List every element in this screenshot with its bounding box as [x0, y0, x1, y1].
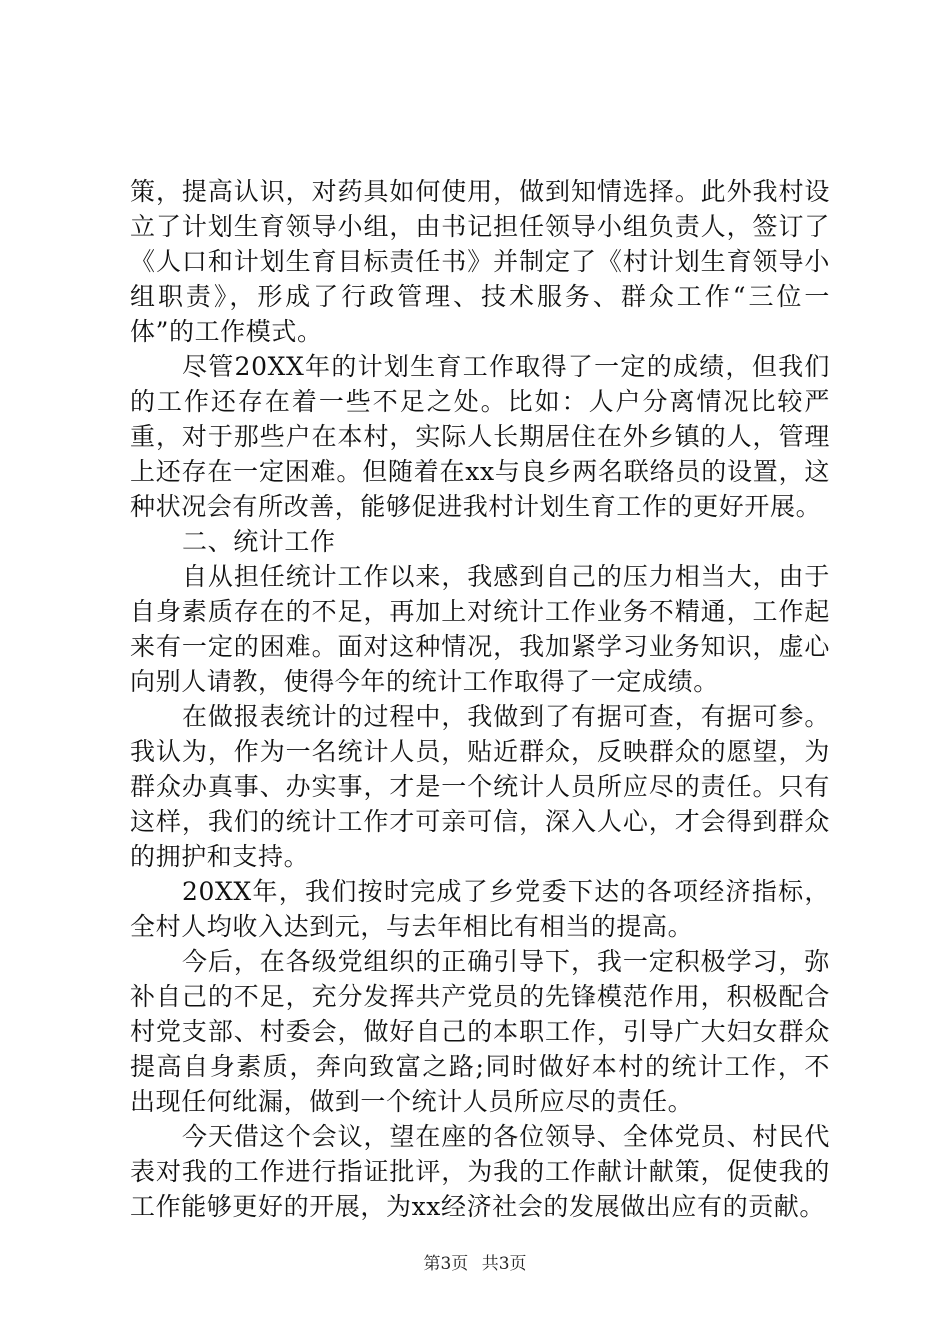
paragraph-statistics-reporting: 在做报表统计的过程中，我做到了有据可查，有据可参。我认为，作为一名统计人员，贴近群众，反映群众的愿望，为群众办真事、办实事，才是一个统计人员所应尽的责任。只有这样，我们的统计工作才可亲可信，深入人心，才会得到群众的拥护和支持。	[130, 702, 830, 871]
document-body	[130, 174, 830, 1224]
paragraph-statistics-intro: 自从担任统计工作以来，我感到自己的压力相当大，由于自身素质存在的不足，再加上对统计工作业务不精通，工作起来有一定的困难。面对这种情况，我加紧学习业务知识，虚心向别人请教，使得今年的统计工作取得了一定成绩。	[130, 562, 830, 696]
paragraph-future-plans: 今后，在各级党组织的正确引导下，我一定积极学习，弥补自己的不足，充分发挥共产党员的先锋模范作用，积极配合村党支部、村委会，做好自己的本职工作，引导广大妇女群众提高自身素质，奔向致富之路;同时做好本村的统计工作，不出现任何纰漏，做到一个统计人员所应尽的责任。	[130, 947, 830, 1116]
paragraph-economic-indicators: 20XX年，我们按时完成了乡党委下达的各项经济指标，全村人均收入达到元，与去年相比有相当的提高。	[130, 877, 830, 941]
page-number: 第3页	[423, 1254, 469, 1274]
paragraph-closing: 今天借这个会议，望在座的各位领导、全体党员、村民代表对我的工作进行指证批评，为我的工作献计献策，促使我的工作能够更好的开展，为xx经济社会的发展做出应有的贡献。	[130, 1122, 830, 1221]
page-total: 共3页	[481, 1254, 527, 1274]
paragraph-continuation: 策，提高认识，对药具如何使用，做到知情选择。此外我村设立了计划生育领导小组，由书记担任领导小组负责人，签订了《人口和计划生育目标责任书》并制定了《村计划生育领导小组职责》，形成了行政管理、技术服务、群众工作“三位一体”的工作模式。	[130, 177, 830, 346]
section-heading-statistics: 二、统计工作	[182, 527, 336, 556]
page-footer	[0, 1249, 950, 1274]
paragraph-family-planning-shortcomings: 尽管20XX年的计划生育工作取得了一定的成绩，但我们的工作还存在着一些不足之处。比如：人户分离情况比较严重，对于那些户在本村，实际人长期居住在外乡镇的人，管理上还存在一定困难。但随着在xx与良乡两名联络员的设置，这种状况会有所改善，能够促进我村计划生育工作的更好开展。	[130, 352, 830, 521]
